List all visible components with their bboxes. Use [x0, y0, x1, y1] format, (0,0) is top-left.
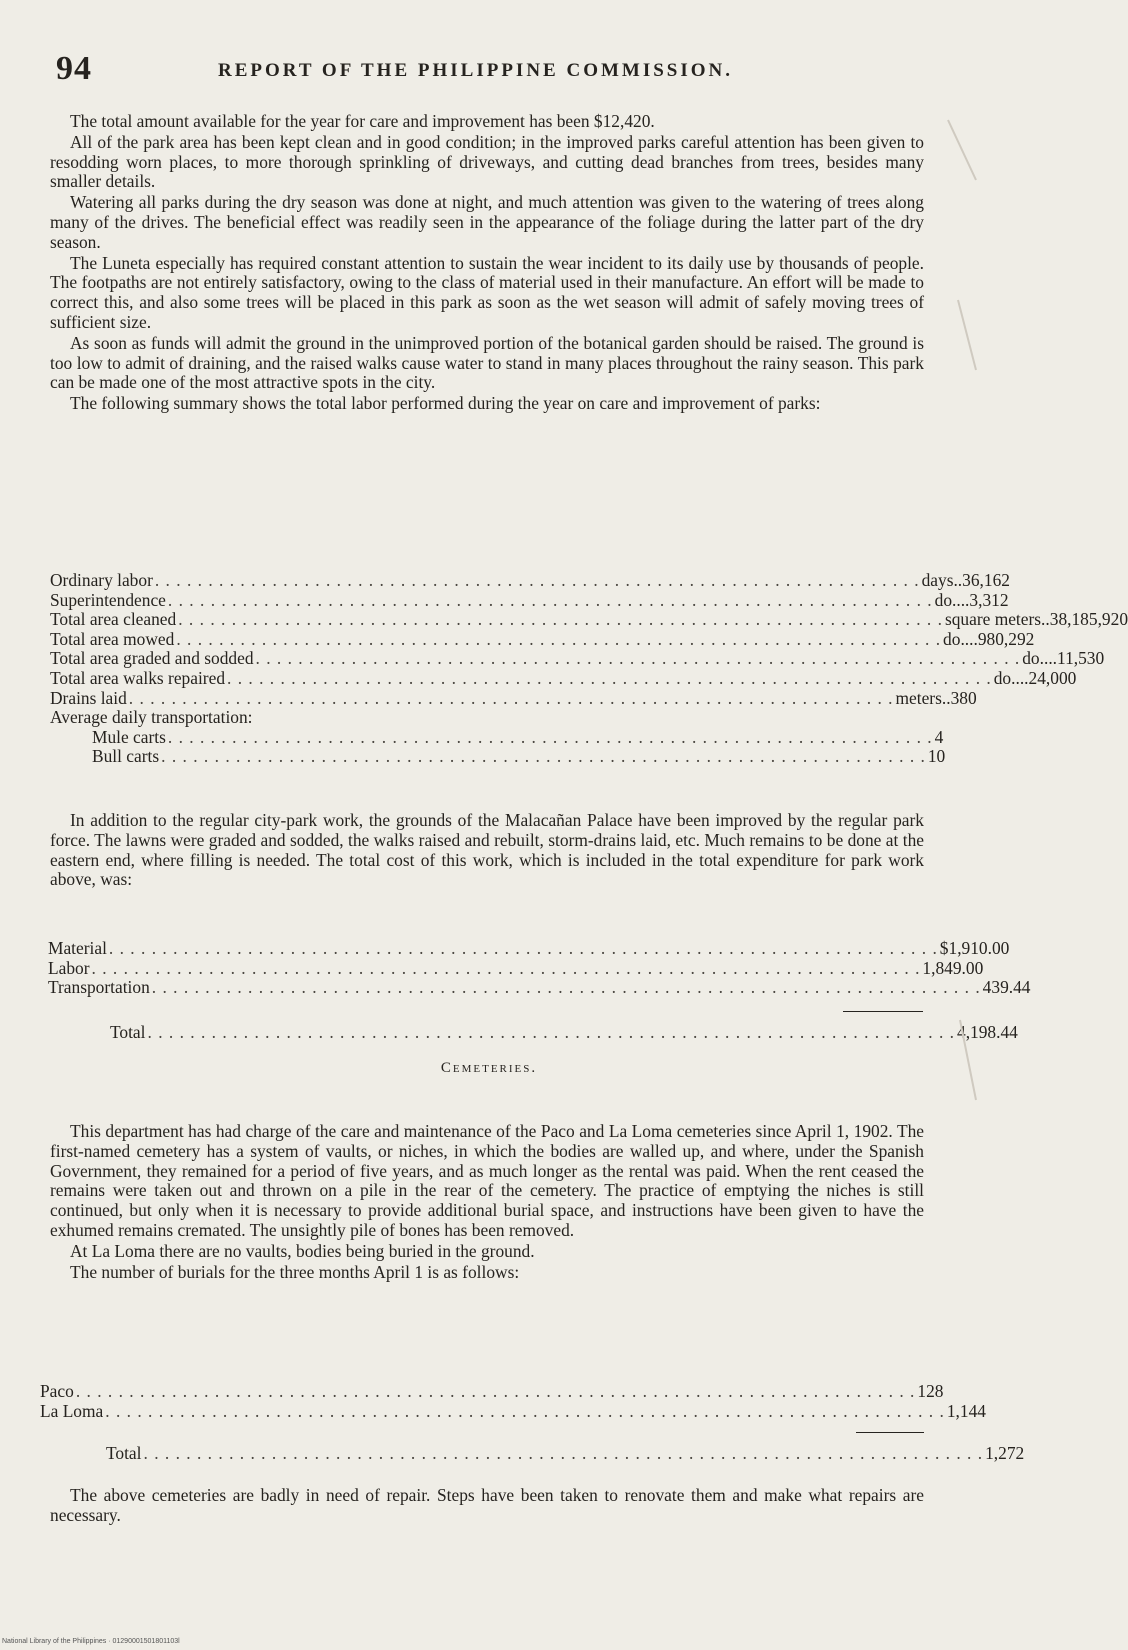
- running-title: REPORT OF THE PHILIPPINE COMMISSION.: [218, 60, 734, 81]
- total-rule: [843, 1011, 923, 1012]
- table-row: [50, 687, 977, 709]
- row-value: 439.44: [982, 977, 1031, 998]
- leader-dots: . . . . . . . . . . . . . . . . . . . . . . . . . . . . . . . . . . . . . . . . . . . . . . . . . . . . . . . . . . . . . . . . . . . . . . . . . . . . . . .: [75, 1381, 916, 1401]
- paragraph: This department has had charge of the care and maintenance of the Paco and La Loma cemeteries since April 1, 1902. The first-named cemetery has a system of vaults, or niches, in which the bodies are walled up, and where, under the Spanish Government, they remained for a period of five years, and as much longer as the rental was paid. When the rent ceased the remains were taken out and thrown on a pile in the rear of the cemetery. The practice of emptying the niches is still continued, but only when it is necessary to provide additional burial space, and instructions have been given to have the exhumed remains cremated. The unsightly pile of bones has been removed.: [50, 1121, 924, 1240]
- section-title: Cemeteries.: [440, 1060, 538, 1076]
- burials-table: [40, 1381, 986, 1421]
- row-value: $1,910.00: [939, 938, 1010, 958]
- page-header: [48, 50, 928, 90]
- row-value: 1,849.00: [922, 957, 984, 978]
- leader-dots: . . . . . . . . . . . . . . . . . . . . . . . . . . . . . . . . . . . . . . . . . . . . . . . . . . . . . . . . . . . . . . . . . . . . . . . . . . . . . .: [151, 977, 981, 998]
- row-unit: square meters..: [944, 609, 1050, 630]
- leader-dots: . . . . . . . . . . . . . . . . . . . . . . . . . . . . . . . . . . . . . . . . . . . . . . . . . . . . . . . . . . . . . . . . . . . . . . . . . . . . . .: [108, 938, 938, 958]
- row-value: 36,162: [962, 570, 1010, 590]
- row-value: 1,272: [985, 1443, 1025, 1463]
- paragraph: The number of burials for the three months April 1 is as follows:: [70, 1261, 520, 1282]
- leader-dots: . . . . . . . . . . . . . . . . . . . . . . . . . . . . . . . . . . . . . . . . . . . . . . . . . . . . . . . . . . . . . . . . . . . . . . . .: [167, 589, 933, 610]
- table-row: [50, 667, 1077, 689]
- row-label: Paco: [40, 1381, 74, 1401]
- table-row: [40, 1400, 986, 1422]
- leader-dots: . . . . . . . . . . . . . . . . . . . . . . . . . . . . . . . . . . . . . . . . . . . . . . . . . . . . . . . . . . . . . . . . . . . . . . . .: [167, 726, 933, 747]
- table-row: [48, 977, 1031, 998]
- paragraph: In addition to the regular city-park work, the grounds of the Malacañan Palace have been improved by the regular park force. The lawns were graded and sodded, the walks raised and rebuilt, storm-drains laid, etc. Much remains to be done at the eastern end, where filling is needed. The total cost of this work, which is included in the total expenditure for park work above, was:: [50, 810, 924, 890]
- scan-source-note: National Library of the Philippines · 01290001501801103l: [2, 1638, 180, 1645]
- row-label: Total area walks repaired: [50, 667, 226, 688]
- burials-total: [106, 1443, 1025, 1464]
- row-unit: do....: [934, 589, 970, 610]
- table-row: [110, 1022, 1018, 1043]
- closing-section: [50, 1486, 924, 1527]
- table-row: [50, 628, 1035, 650]
- row-value: 38,185,920: [1049, 609, 1128, 630]
- paragraph: Watering all parks during the dry season was done at night, and much attention was given to the watering of trees along many of the drives. The beneficial effect was readily seen in the appearance of the foliage during the latter part of the dry season.: [50, 192, 924, 252]
- row-unit: do....: [1022, 648, 1058, 669]
- row-label: Material: [48, 938, 107, 958]
- row-value: 380: [950, 687, 977, 708]
- row-label: Ordinary labor: [50, 570, 153, 590]
- leader-dots: . . . . . . . . . . . . . . . . . . . . . . . . . . . . . . . . . . . . . . . . . . . . . . . . . . . . . . . . . . . . . . . . . . . . . . . . . . . . . . .: [143, 1443, 984, 1463]
- leader-dots: . . . . . . . . . . . . . . . . . . . . . . . . . . . . . . . . . . . . . . . . . . . . . . . . . . . . . . . . . . . . . . . . . . . . . . . .: [178, 609, 943, 630]
- row-label: Mule carts: [92, 726, 166, 747]
- row-unit: days..: [921, 570, 963, 590]
- row-label: Bull carts: [92, 746, 160, 767]
- leader-dots: . . . . . . . . . . . . . . . . . . . . . . . . . . . . . . . . . . . . . . . . . . . . . . . . . . . . . . . . . . . . . . . . . . . . . . . . . . . .: [147, 1022, 955, 1042]
- row-label: Total area mowed: [50, 628, 175, 649]
- page-number: 94: [56, 50, 92, 87]
- table-row: [48, 957, 984, 979]
- row-value: 128: [917, 1381, 944, 1401]
- leader-dots: . . . . . . . . . . . . . . . . . . . . . . . . . . . . . . . . . . . . . . . . . . . . . . . . . . . . . . . . . . . . . . . . . . . . . . . .: [255, 648, 1021, 669]
- row-label: Labor: [48, 957, 90, 978]
- row-unit: meters..: [895, 687, 951, 708]
- leader-dots: . . . . . . . . . . . . . . . . . . . . . . . . . . . . . . . . . . . . . . . . . . . . . . . . . . . . . . . . . . . . . . . . . . . . . . . . . . . . . .: [91, 957, 921, 978]
- paragraph: As soon as funds will admit the ground in the unimproved portion of the botanical garden should be raised. The ground is too low to admit of draining, and the raised walks cause water to stand in many places throughout the rainy season. This park can be made one of the most attractive spots in the city.: [50, 332, 924, 393]
- table-row: [50, 589, 1009, 611]
- row-value: 4,198.44: [957, 1022, 1018, 1042]
- transport-heading: Average daily transportation:: [50, 707, 253, 728]
- row-value: 11,530: [1057, 648, 1105, 669]
- row-value: 10: [927, 746, 946, 767]
- row-label: Superintendence: [50, 589, 166, 610]
- leader-dots: . . . . . . . . . . . . . . . . . . . . . . . . . . . . . . . . . . . . . . . . . . . . . . . . . . . . . . . . . . . . . . . . . . . . . . . .: [176, 628, 942, 649]
- row-value: 980,292: [977, 628, 1035, 649]
- table-row: [50, 609, 1128, 630]
- row-label: Total area cleaned: [50, 609, 177, 630]
- row-label: Total: [106, 1443, 142, 1463]
- table-row: [106, 1443, 1025, 1464]
- table-row: [40, 1381, 944, 1402]
- leader-dots: . . . . . . . . . . . . . . . . . . . . . . . . . . . . . . . . . . . . . . . . . . . . . . . . . . . . . . . . . . . . . . . . . . . . . . . .: [161, 746, 926, 767]
- row-label: La Loma: [40, 1400, 104, 1421]
- leader-dots: . . . . . . . . . . . . . . . . . . . . . . . . . . . . . . . . . . . . . . . . . . . . . . . . . . . . . . . . . . . . . . . . . . . . . . . . . . . . . . .: [105, 1400, 945, 1421]
- table-row: [50, 570, 1010, 591]
- scan-edge-shadow: [938, 120, 978, 1320]
- labor-summary-table: [50, 570, 1128, 767]
- total-rule: [856, 1432, 924, 1433]
- leader-dots: . . . . . . . . . . . . . . . . . . . . . . . . . . . . . . . . . . . . . . . . . . . . . . . . . . . . . . . . . . . . . . . . . . . . . . . .: [227, 667, 992, 688]
- row-label: Total area graded and sodded: [50, 648, 254, 669]
- row-unit: do....: [943, 628, 978, 649]
- row-value: 24,000: [1028, 667, 1077, 688]
- table-row: [50, 726, 944, 748]
- row-label: Drains laid: [50, 687, 127, 708]
- paragraph: All of the park area has been kept clean and in good condition; in the improved parks careful attention has been given to resodding worn places, to more thorough sprinkling of driveways, and cutting dead branches from trees, besides many smaller details.: [50, 131, 924, 192]
- paragraph: The total amount available for the year for care and improvement has been $12,420.: [70, 111, 655, 131]
- row-value: 1,144: [946, 1400, 986, 1421]
- paragraph: The following summary shows the total labor performed during the year on care and improvement of parks:: [70, 393, 821, 414]
- leader-dots: . . . . . . . . . . . . . . . . . . . . . . . . . . . . . . . . . . . . . . . . . . . . . . . . . . . . . . . . . . . . . . . . . . . . . . . .: [128, 687, 894, 708]
- palace-section: [50, 811, 924, 891]
- row-value: 4: [934, 726, 944, 747]
- paragraph: The Luneta especially has required constant attention to sustain the wear incident to its daily use by thousands of people. The footpaths are not entirely satisfactory, owing to the class of material used in their manufacture. An effort will be made to correct this, and also some trees will be placed in this park as soon as the wet season will admit of safely moving trees of sufficient size.: [50, 252, 924, 332]
- leader-dots: . . . . . . . . . . . . . . . . . . . . . . . . . . . . . . . . . . . . . . . . . . . . . . . . . . . . . . . . . . . . . . . . . . . . . . . .: [154, 570, 920, 590]
- table-row: [48, 938, 1010, 959]
- row-label: Transportation: [48, 977, 150, 998]
- row-value: 3,312: [969, 589, 1009, 610]
- table-row: [50, 746, 946, 767]
- intro-section: [50, 112, 924, 415]
- paragraph: At La Loma there are no vaults, bodies being buried in the ground.: [70, 1240, 535, 1261]
- cemeteries-section: [50, 1122, 924, 1283]
- row-unit: do....: [993, 667, 1029, 688]
- row-label: Total: [110, 1022, 146, 1042]
- cost-table: [48, 938, 1031, 998]
- table-row: [50, 648, 1105, 669]
- cost-total: [110, 1022, 1018, 1043]
- paragraph: The above cemeteries are badly in need of repair. Steps have been taken to renovate them and make what repairs are necessary.: [50, 1485, 924, 1525]
